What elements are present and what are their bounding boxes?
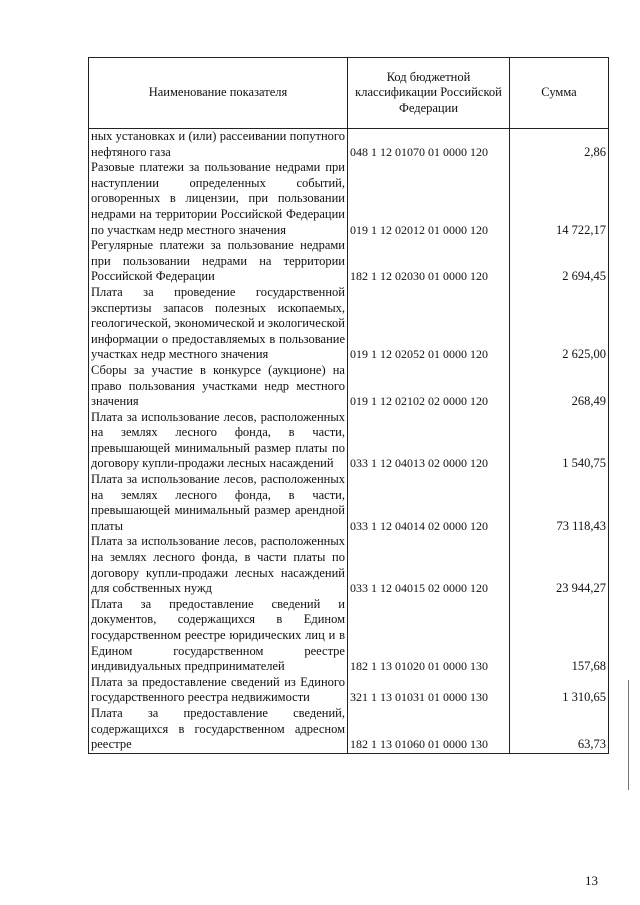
row-name-cell: ных установках и (или) рассеивании попутного нефтяного газа xyxy=(89,129,348,161)
row-code-cell: 182 1 12 02030 01 0000 120 xyxy=(348,238,510,285)
row-sum-cell: 14 722,17 xyxy=(510,160,609,238)
row-code-cell: 048 1 12 01070 01 0000 120 xyxy=(348,129,510,161)
header-name: Наименование показателя xyxy=(89,58,348,129)
row-sum-cell: 2 694,45 xyxy=(510,238,609,285)
table-row xyxy=(89,706,609,753)
row-sum-cell: 268,49 xyxy=(510,363,609,410)
row-sum-cell: 63,73 xyxy=(510,706,609,753)
row-code-cell: 019 1 12 02012 01 0000 120 xyxy=(348,160,510,238)
header-sum: Сумма xyxy=(510,58,609,129)
table-header-row xyxy=(89,58,609,129)
table-row xyxy=(89,238,609,285)
table-row xyxy=(89,534,609,596)
row-code-cell: 033 1 12 04015 02 0000 120 xyxy=(348,534,510,596)
row-sum-cell: 1 540,75 xyxy=(510,410,609,472)
row-sum-cell: 73 118,43 xyxy=(510,472,609,534)
row-code-cell: 019 1 12 02102 02 0000 120 xyxy=(348,363,510,410)
row-sum-cell: 23 944,27 xyxy=(510,534,609,596)
row-name-cell: Регулярные платежи за пользование недрами при пользовании недрами на территории Российской Федерации xyxy=(89,238,348,285)
table-row xyxy=(89,160,609,238)
row-code-cell: 182 1 13 01060 01 0000 130 xyxy=(348,706,510,753)
row-code-cell: 019 1 12 02052 01 0000 120 xyxy=(348,285,510,363)
row-name-cell: Плата за проведение государственной экспертизы запасов полезных ископаемых, геологической, экономической и экологической информации о предоставляемых в пользование участках недр местного значения xyxy=(89,285,348,363)
row-name-cell: Сборы за участие в конкурсе (аукционе) на право пользования участками недр местного значения xyxy=(89,363,348,410)
budget-revenue-table xyxy=(88,57,609,754)
margin-line xyxy=(628,680,629,790)
table-row xyxy=(89,129,609,161)
table-row xyxy=(89,410,609,472)
row-sum-cell: 2,86 xyxy=(510,129,609,161)
page-number: 13 xyxy=(585,873,598,888)
row-sum-cell: 1 310,65 xyxy=(510,675,609,706)
header-code: Код бюджетной классификации Российской Федерации xyxy=(348,58,510,129)
row-name-cell: Плата за предоставление сведений, содержащихся в государственном адресном реестре xyxy=(89,706,348,753)
row-name-cell: Плата за предоставление сведений и документов, содержащихся в Едином государственном реестре юридических лиц и в Едином государственном реестре индивидуальных предпринимателей xyxy=(89,597,348,675)
table-row xyxy=(89,285,609,363)
table-row xyxy=(89,472,609,534)
row-code-cell: 033 1 12 04014 02 0000 120 xyxy=(348,472,510,534)
table-row xyxy=(89,363,609,410)
table-row xyxy=(89,675,609,706)
row-name-cell: Плата за предоставление сведений из Единого государственного реестра недвижимости xyxy=(89,675,348,706)
table-row xyxy=(89,597,609,675)
row-code-cell: 033 1 12 04013 02 0000 120 xyxy=(348,410,510,472)
row-sum-cell: 2 625,00 xyxy=(510,285,609,363)
row-name-cell: Разовые платежи за пользование недрами при наступлении определенных событий, оговоренных в лицензии, при пользовании недрами на территории Российской Федерации по участкам недр местного значения xyxy=(89,160,348,238)
row-name-cell: Плата за использование лесов, расположенных на землях лесного фонда, в части, превышающей минимальный размер арендной платы xyxy=(89,472,348,534)
row-code-cell: 321 1 13 01031 01 0000 130 xyxy=(348,675,510,706)
row-sum-cell: 157,68 xyxy=(510,597,609,675)
row-name-cell: Плата за использование лесов, расположенных на землях лесного фонда, в части платы по договору купли-продажи лесных насаждений для собственных нужд xyxy=(89,534,348,596)
row-code-cell: 182 1 13 01020 01 0000 130 xyxy=(348,597,510,675)
row-name-cell: Плата за использование лесов, расположенных на землях лесного фонда, в части, превышающей минимальный размер платы по договору купли-продажи лесных насаждений xyxy=(89,410,348,472)
